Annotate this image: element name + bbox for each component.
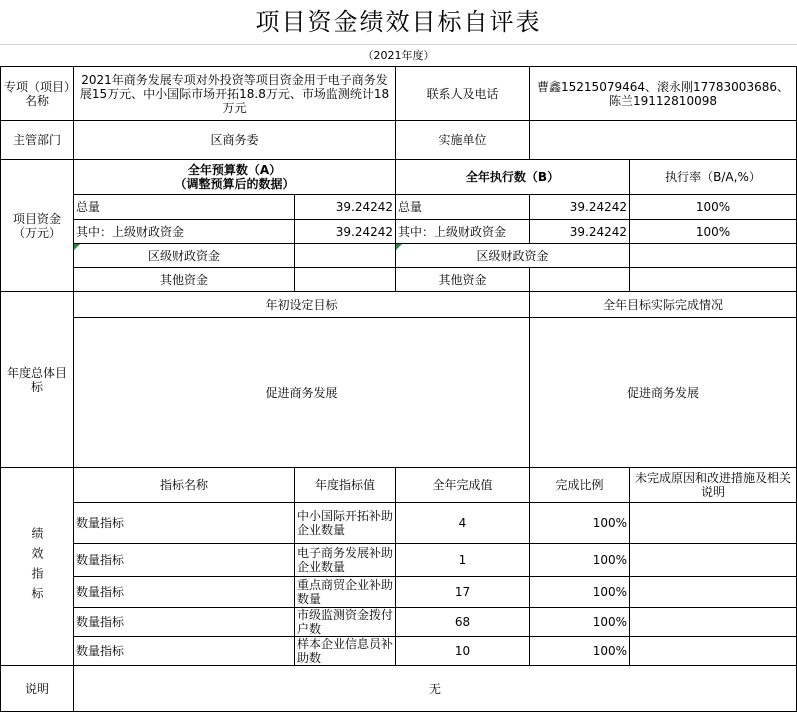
indicator-row-5-target: 样本企业信息员补助数 [295,637,396,666]
indicator-row-2-target: 电子商务发展补助企业数量 [295,544,396,577]
project-label: 专项（项目）名称 [0,67,74,121]
indicator-row-4-note [630,608,797,637]
fund-row-total-value-b: 39.24242 [530,195,630,220]
fund-row-total-label-b: 总量 [396,195,530,220]
indicator-row-3-target: 重点商贸企业补助数量 [295,577,396,608]
fund-row-other-label-a: 其他资金 [74,268,295,292]
budget-header: 全年预算数（A） （调整预算后的数据） [74,160,396,195]
fund-row-other-value-b [530,268,630,292]
indicator-row-3-note [630,577,797,608]
fund-row-other-label-b: 其他资金 [396,268,530,292]
indicator-row-3-ratio: 100% [530,577,630,608]
fund-row-upper-value-b: 39.24242 [530,220,630,244]
indicator-header-note: 未完成原因和改进措施及相关说明 [630,468,797,503]
year-label: （2021年度） [0,45,797,67]
indicator-row-1-target: 中小国际开拓补助企业数量 [295,503,396,544]
indicator-row-1-ratio: 100% [530,503,630,544]
contact-label: 联系人及电话 [396,67,530,121]
initial-goal-value: 促进商务发展 [74,318,530,468]
actual-goal-header: 全年目标实际完成情况 [530,292,797,318]
fund-row-upper-value-a: 39.24242 [295,220,396,244]
fund-row-other-value-a [295,268,396,292]
indicator-row-2-name: 数量指标 [74,544,295,577]
indicator-row-3-done: 17 [396,577,530,608]
indicator-header-done: 全年完成值 [396,468,530,503]
fund-row-district-label-a: 区级财政资金 [74,244,295,268]
impl-label: 实施单位 [396,121,530,160]
fund-row-upper-label-b: 其中：上级财政资金 [396,220,530,244]
dept-label: 主管部门 [0,121,74,160]
rate-header: 执行率（B/A,%） [630,160,797,195]
page-title: 项目资金绩效目标自评表 [0,0,797,45]
indicator-header-target: 年度指标值 [295,468,396,503]
exec-header: 全年执行数（B） [396,160,630,195]
indicator-row-1-name: 数量指标 [74,503,295,544]
indicator-row-4-target: 市级监测资金拨付户数 [295,608,396,637]
fund-row-upper-label-a: 其中：上级财政资金 [74,220,295,244]
indicators-label-text: 绩效指标 [30,526,44,607]
fund-row-total-rate: 100% [630,195,797,220]
fund-row-district-label-b: 区级财政资金 [396,244,630,268]
indicator-row-5-ratio: 100% [530,637,630,666]
actual-goal-value: 促进商务发展 [530,318,797,468]
indicators-label [0,468,74,666]
fund-row-other-rate [630,268,797,292]
funds-label: 项目资金（万元） [0,160,74,292]
remark-value: 无 [74,666,797,712]
fund-row-upper-rate: 100% [630,220,797,244]
indicator-row-1-note [630,503,797,544]
goals-label: 年度总体目标 [0,292,74,468]
indicator-row-4-name: 数量指标 [74,608,295,637]
indicator-row-1-done: 4 [396,503,530,544]
initial-goal-header: 年初设定目标 [74,292,530,318]
fund-row-district-value-a [295,244,396,268]
fund-row-total-label-a: 总量 [74,195,295,220]
indicator-row-4-done: 68 [396,608,530,637]
indicator-header-ratio: 完成比例 [530,468,630,503]
remark-label: 说明 [0,666,74,712]
indicator-header-name: 指标名称 [74,468,295,503]
indicator-row-5-name: 数量指标 [74,637,295,666]
project-name: 2021年商务发展专项对外投资等项目资金用于电子商务发展15万元、中小国际市场开拓18.8万元、市场监测统计18万元 [74,67,396,121]
indicator-row-2-ratio: 100% [530,544,630,577]
dept-value: 区商务委 [74,121,396,160]
indicator-row-2-note [630,544,797,577]
indicator-row-5-done: 10 [396,637,530,666]
impl-value [530,121,797,160]
indicator-row-4-ratio: 100% [530,608,630,637]
fund-row-total-value-a: 39.24242 [295,195,396,220]
indicator-row-2-done: 1 [396,544,530,577]
contact-value: 曹鑫15215079464、滚永刚17783003686、陈兰19112810098 [530,67,797,121]
indicator-row-5-note [630,637,797,666]
fund-row-district-rate [630,244,797,268]
indicator-row-3-name: 数量指标 [74,577,295,608]
